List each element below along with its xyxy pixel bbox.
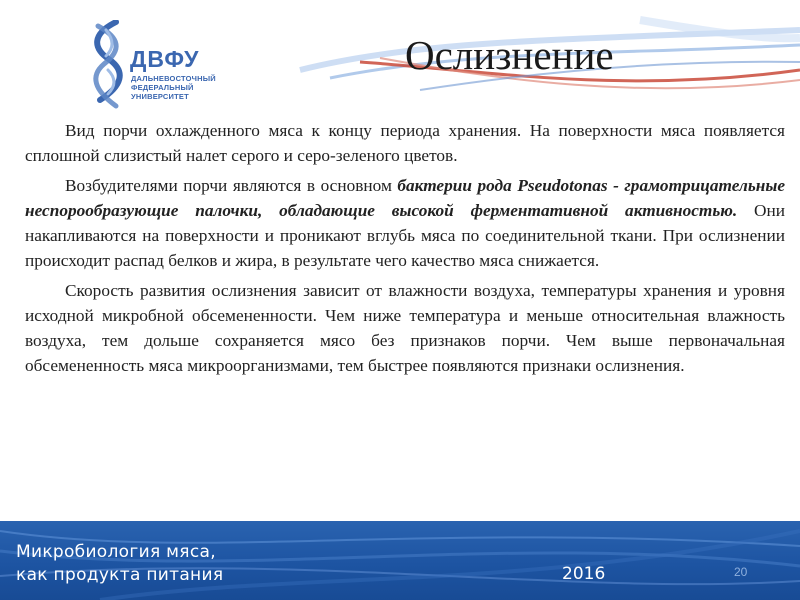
- paragraph-2: [25, 173, 785, 273]
- footer-year: 2016: [562, 564, 606, 584]
- logo-name: ДВФУ: [130, 46, 200, 72]
- page-number: 20: [734, 565, 748, 579]
- logo-line-3: УНИВЕРСИТЕТ: [131, 92, 189, 101]
- paragraph-1: Вид порчи охлажденного мяса к концу периода хранения. На поверхности мяса появляется сплошной слизистый налет серого и серо-зеленого цветов.: [25, 121, 785, 165]
- university-logo: [86, 20, 226, 110]
- logo-line-1: ДАЛЬНЕВОСТОЧНЫЙ: [131, 74, 216, 83]
- slide-body: [25, 118, 785, 383]
- footer-bar: [0, 521, 800, 600]
- logo-line-2: ФЕДЕРАЛЬНЫЙ: [131, 83, 194, 92]
- footer-line-2: как продукта питания: [16, 565, 224, 585]
- footer-line-1: Микробиология мяса,: [16, 542, 216, 562]
- paragraph-3: Скорость развития ослизнения зависит от влажности воздуха, температуры хранения и уровня исходной микробной обсемененности. Чем ниже температура и меньше относительная влажность воздуха, тем дольше сохраняется мясо без признаков порчи. Чем выше первоначальная обсемененность мяса микроорганизмами, тем быстрее появляются признаки ослизнения.: [25, 281, 785, 375]
- footer-course-title: [16, 541, 223, 587]
- slide-title: Ослизнение: [405, 32, 614, 78]
- helix-icon: [86, 20, 130, 110]
- paragraph-2-start: Возбудителями порчи являются в основном: [65, 176, 398, 195]
- paragraph-2-end: Они накапливаются на поверхности и проникают вглубь мяса по соединительной ткани. При ослизнении происходит распад белков и жира, в результате чего качество мяса снижается.: [25, 201, 786, 270]
- paragraph-2-emphasis: бактерии рода Pseudotonas - грамотрицательные неспорообразующие палочки, обладающие высокой ферментативной активностью.: [25, 176, 785, 220]
